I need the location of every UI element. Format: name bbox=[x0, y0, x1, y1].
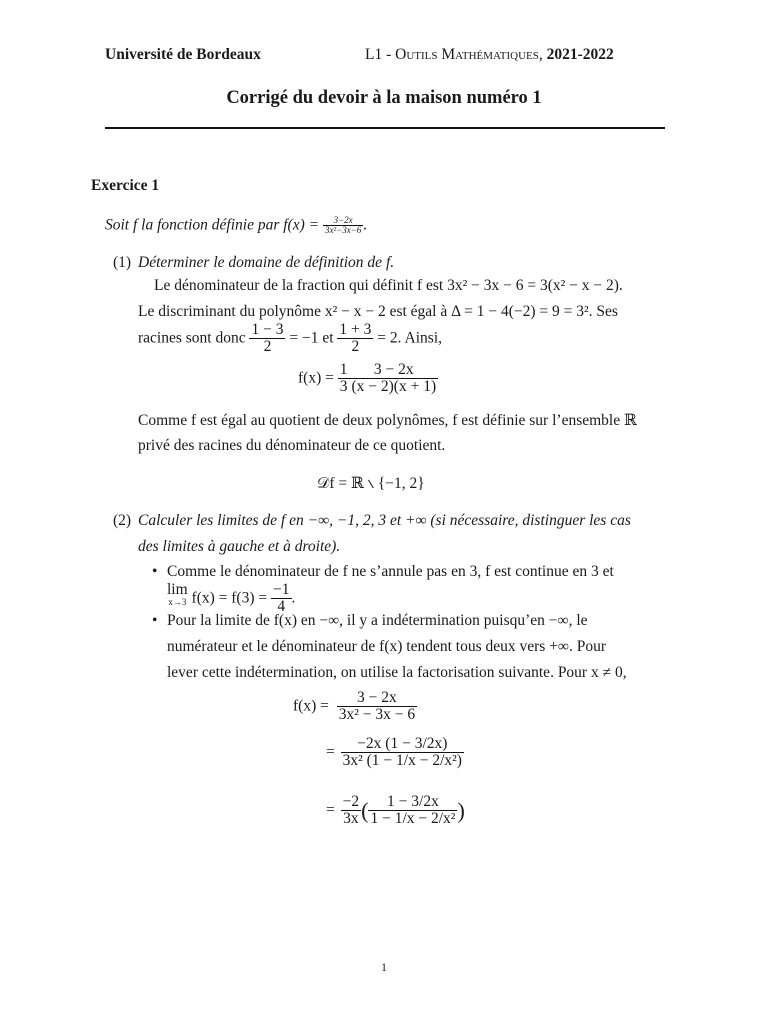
root2-num: 1 + 3 bbox=[339, 321, 372, 338]
derivation-step-1 bbox=[293, 690, 417, 724]
page-number: 1 bbox=[381, 960, 387, 974]
bullet-1-line2 bbox=[167, 582, 295, 616]
q1-equation bbox=[298, 362, 438, 396]
step2-den: 3x² (1 − 1/x − 2/x²) bbox=[342, 752, 462, 770]
step1-num: 3 − 2x bbox=[337, 690, 417, 707]
q1-eq-den: (x − 2)(x + 1) bbox=[351, 378, 437, 396]
bullet-1-end: . bbox=[291, 589, 296, 607]
root1-fraction bbox=[249, 322, 285, 356]
root2-fraction bbox=[337, 322, 373, 356]
q1-eq-num: 3 − 2x bbox=[349, 362, 438, 379]
intro-fraction-num: 3−2x bbox=[323, 216, 363, 226]
root1-num: 1 − 3 bbox=[251, 321, 284, 338]
root1-den: 2 bbox=[263, 338, 272, 356]
limit-subscript: x→3 bbox=[168, 596, 187, 607]
q1-prompt: Déterminer le domaine de définition de f. bbox=[138, 254, 395, 271]
root2-den: 2 bbox=[351, 338, 360, 356]
intro-text: Soit f la fonction définie par f(x) = bbox=[105, 216, 323, 234]
step3-left-paren: ( bbox=[361, 797, 369, 823]
step2-lhs: = bbox=[326, 743, 335, 761]
step3-coef-num: −2 bbox=[342, 793, 360, 810]
bullet-2-line2: numérateur et le dénominateur de f(x) tendent tous deux vers +∞. Pour bbox=[167, 638, 607, 655]
step3-num: 1 − 3/2x bbox=[368, 794, 457, 811]
q1-eq-fraction bbox=[349, 362, 438, 396]
q1-line3 bbox=[138, 322, 442, 356]
step1-lhs: f(x) = bbox=[293, 697, 329, 715]
q1-eq-coef-den: 3 bbox=[339, 378, 348, 396]
header-course-name: L1 - Outils Mathématiques, bbox=[365, 46, 547, 63]
bullet-2-marker: • bbox=[152, 612, 158, 629]
q1-eq-lhs: f(x) = bbox=[298, 369, 338, 387]
f3-fraction bbox=[271, 582, 292, 616]
header-year: 2021-2022 bbox=[546, 46, 614, 63]
q1-line3-c: = 2. Ainsi, bbox=[373, 329, 443, 347]
bullet-1-mid: f(x) = f(3) = bbox=[187, 589, 271, 607]
bullet-2-line1: Pour la limite de f(x) en −∞, il y a indétermination puisqu’en −∞, le bbox=[167, 612, 588, 629]
q2-prompt-line2: des limites à gauche et à droite). bbox=[138, 538, 341, 555]
q1-line3-b: = −1 et bbox=[285, 329, 338, 347]
exercise-intro: Soit f la fonction définie par f(x) = $\frac{3-2x}{\text{3x²−3x−6}}$ . bbox=[105, 215, 368, 236]
header-university: Université de Bordeaux bbox=[105, 46, 261, 63]
q1-line5: privé des racines du dénominateur de ce quotient. bbox=[138, 437, 446, 454]
step3-coef bbox=[341, 794, 362, 828]
q1-line1: Le dénominateur de la fraction qui définit f est 3x² − 3x − 6 = 3(x² − x − 2). bbox=[154, 277, 623, 294]
step1-den: 3x² − 3x − 6 bbox=[338, 706, 416, 724]
f3-num: −1 bbox=[273, 581, 290, 598]
page-title: Corrigé du devoir à la maison numéro 1 bbox=[226, 88, 542, 108]
exercise-heading: Exercice 1 bbox=[91, 177, 160, 194]
step3-right-paren: ) bbox=[457, 797, 465, 823]
step1-fraction bbox=[337, 690, 417, 724]
step2-fraction bbox=[341, 736, 464, 770]
derivation-step-3 bbox=[326, 794, 465, 828]
q1-eq-coef-num: 1 bbox=[339, 361, 348, 378]
limit-word: lim bbox=[167, 581, 188, 598]
bullet-2-line3: lever cette indétermination, on utilise la factorisation suivante. Pour x ≠ 0, bbox=[167, 664, 627, 681]
title-rule bbox=[105, 127, 665, 129]
header-course bbox=[365, 46, 614, 64]
bullet-1-marker: • bbox=[152, 563, 158, 580]
step3-lhs: = bbox=[326, 801, 335, 819]
q1-eq-coef bbox=[338, 362, 350, 396]
step3-den: 1 − 1/x − 2/x² bbox=[370, 810, 456, 828]
q1-domain: 𝒟f = ℝ ∖ {−1, 2} bbox=[317, 475, 425, 492]
q2-label: (2) bbox=[113, 512, 132, 529]
q2-prompt-line1: Calculer les limites de f en −∞, −1, 2, 3 et +∞ (si nécessaire, distinguer les cas bbox=[138, 512, 631, 529]
q1-line4: Comme f est égal au quotient de deux polynômes, f est définie sur l’ensemble ℝ bbox=[138, 412, 637, 429]
intro-fraction-den: 3x²−3x−6 bbox=[324, 225, 362, 236]
q1-line3-a: racines sont donc bbox=[138, 329, 250, 347]
f3-den: 4 bbox=[277, 598, 286, 616]
q1-line2: Le discriminant du polynôme x² − x − 2 est égal à Δ = 1 − 4(−2) = 9 = 3². Ses bbox=[138, 303, 618, 320]
derivation-step-2 bbox=[326, 736, 464, 770]
step3-fraction bbox=[368, 794, 457, 828]
bullet-1-line1: Comme le dénominateur de f ne s’annule pas en 3, f est continue en 3 et bbox=[167, 563, 614, 580]
step3-coef-den: 3x bbox=[343, 810, 359, 828]
step2-num: −2x (1 − 3/2x) bbox=[341, 736, 464, 753]
intro-fraction bbox=[323, 216, 363, 236]
q1-label: (1) bbox=[113, 254, 132, 271]
limit-operator bbox=[167, 582, 188, 607]
